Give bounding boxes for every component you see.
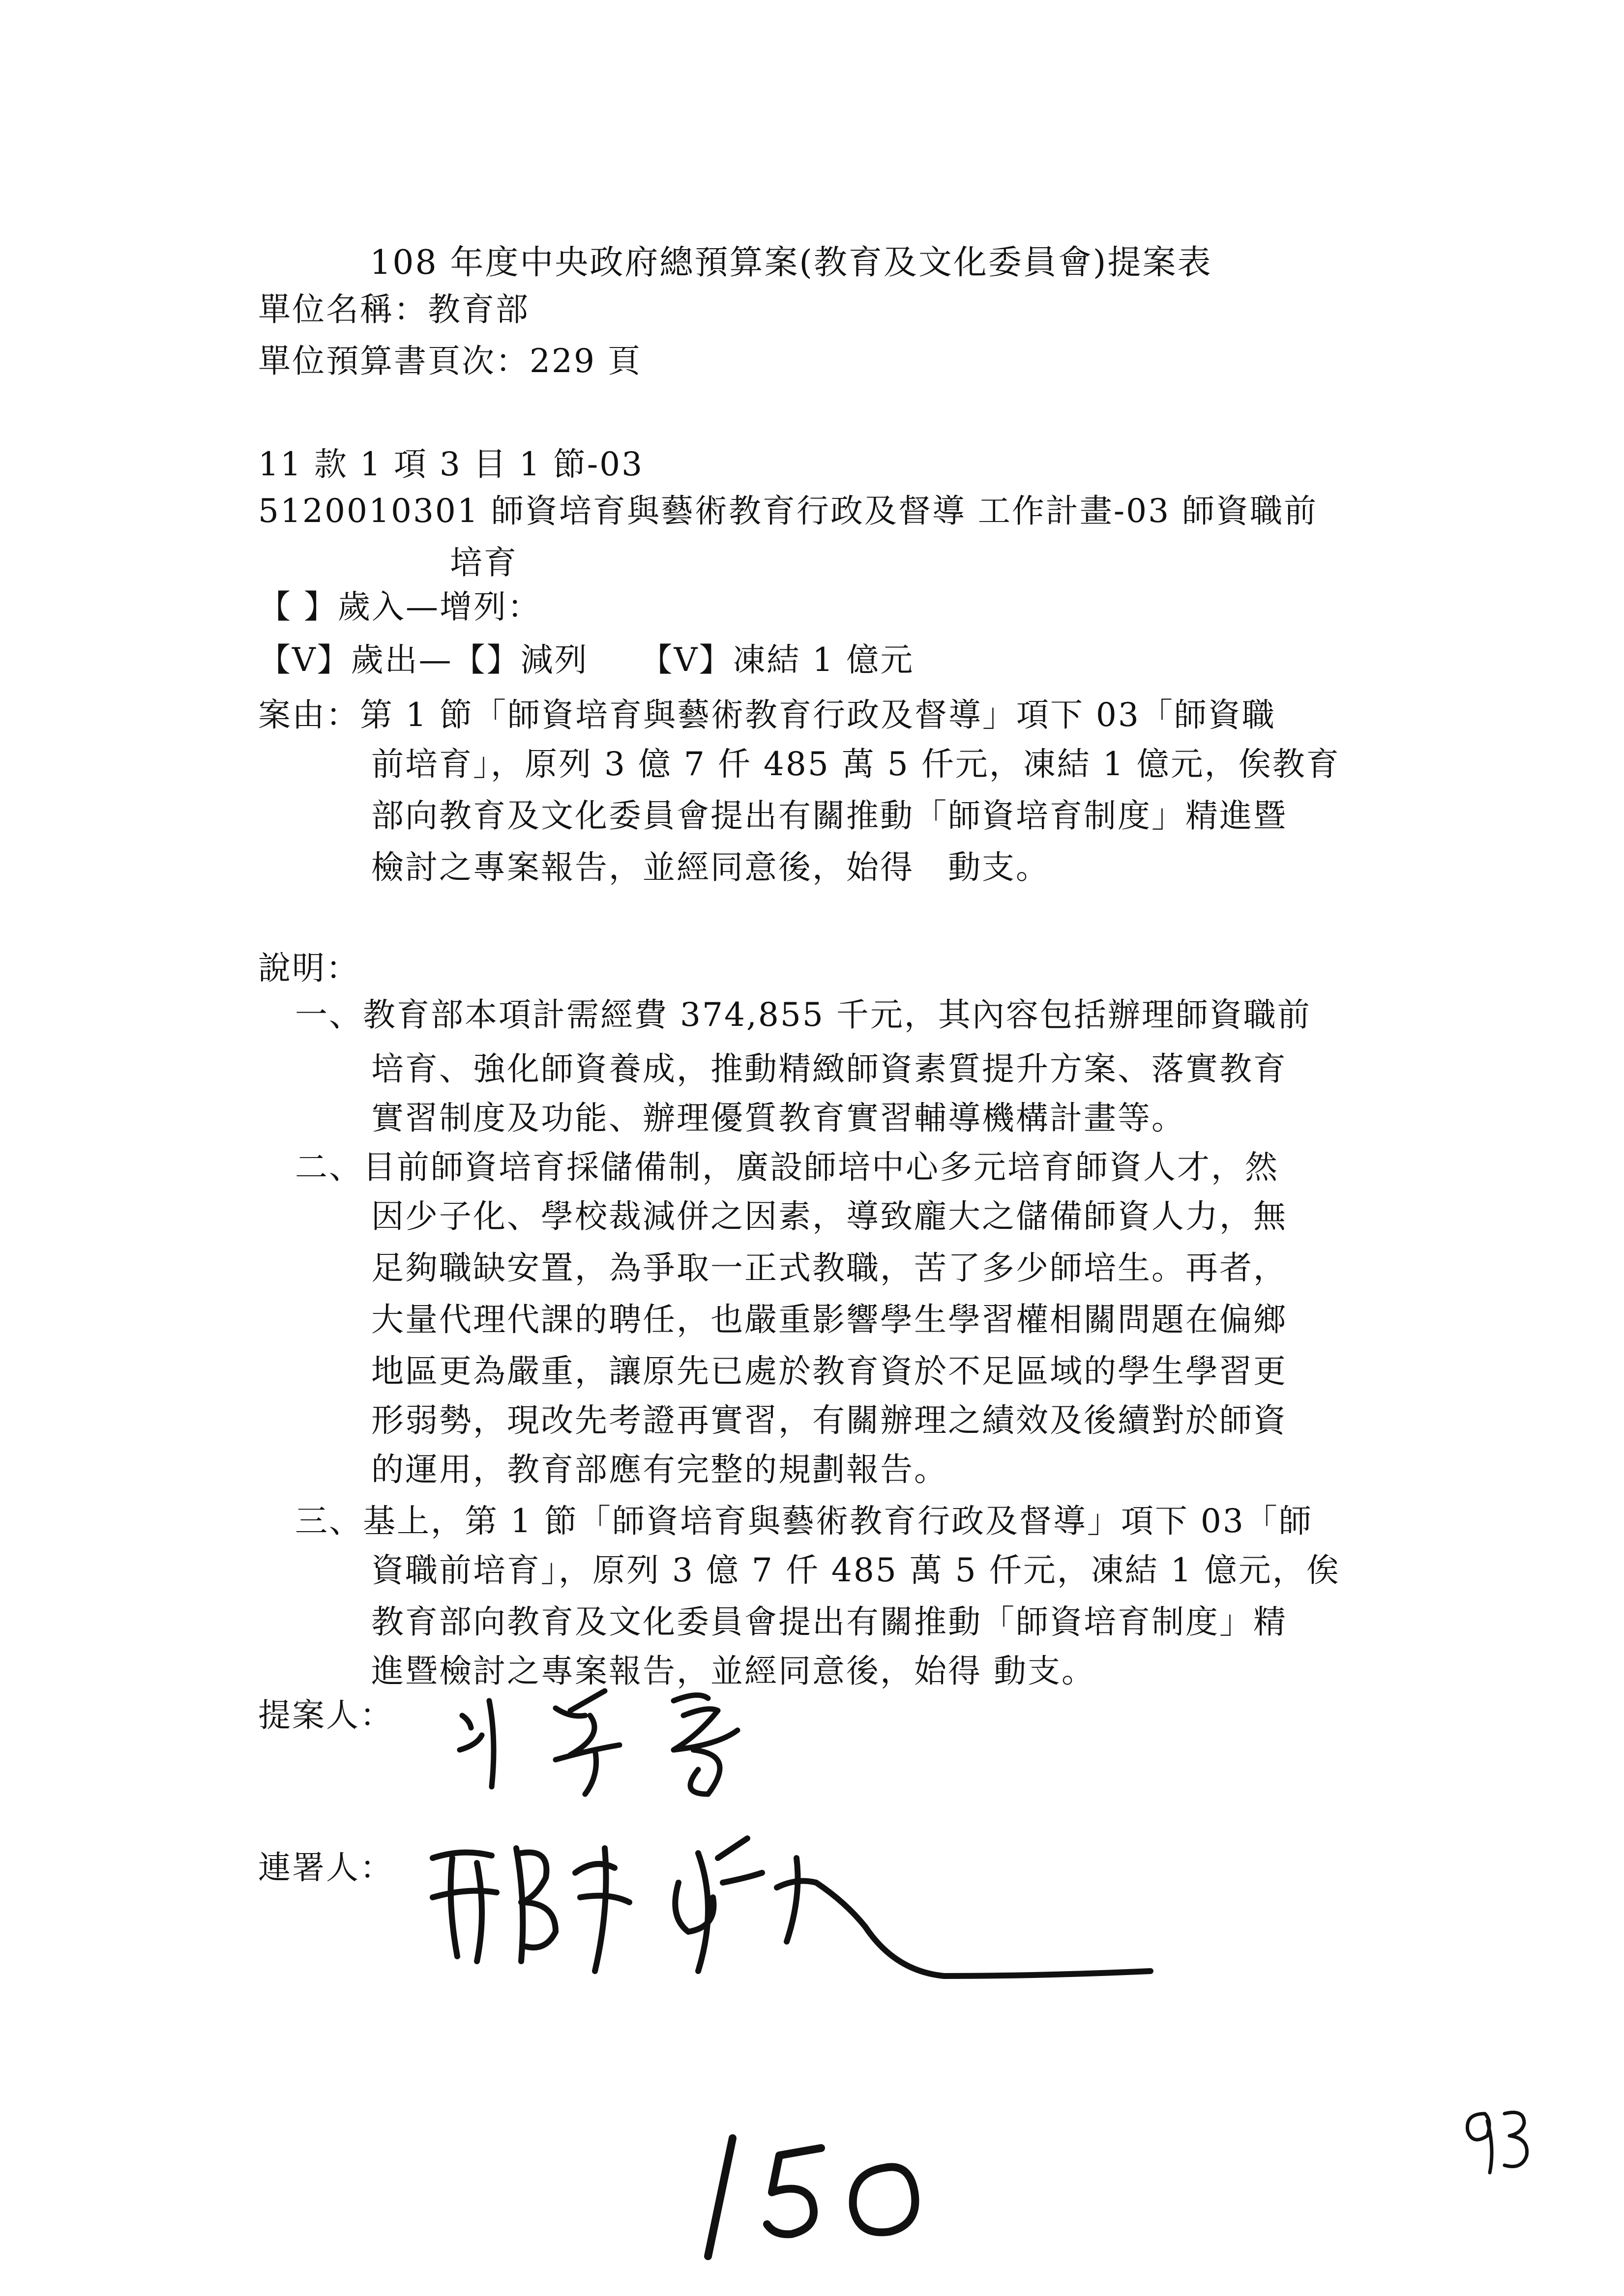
explanation-1-line: 實習制度及功能、辦理優質教育實習輔導機構計畫等。: [371, 1099, 1185, 1137]
proposer-signature: [443, 1681, 816, 1809]
document-title: 108 年度中央政府總預算案(教育及文化委員會)提案表: [370, 243, 1212, 282]
explanation-1-line: 一、教育部本項計需經費 374,855 千元，其內容包括辦理師資職前: [295, 996, 1311, 1034]
budget-item-code: 11 款 1 項 3 目 1 節-03: [258, 445, 644, 483]
explanation-3-line: 資職前培育」，原列 3 億 7 仟 485 萬 5 仟元，凍結 1 億元，俟: [371, 1551, 1340, 1589]
explanation-3-line: 進暨檢討之專案報告，並經同意後，始得 動支。: [371, 1652, 1095, 1690]
reason-line: 檢討之專案報告，並經同意後，始得 動支。: [371, 848, 1050, 886]
proposer-label: 提案人：: [258, 1696, 394, 1734]
explanation-3-line: 三、基上，第 1 節「師資培育與藝術教育行政及督導」項下 03「師: [295, 1502, 1313, 1540]
work-plan-line-1: 5120010301 師資培育與藝術教育行政及督導 工作計畫-03 師資職前: [258, 492, 1318, 530]
handwritten-page-number: [674, 2109, 949, 2266]
reason-line: 案由：第 1 節「師資培育與藝術教育行政及督導」項下 03「師資職: [258, 696, 1276, 734]
explanation-2-line: 足夠職缺安置，為爭取一正式教職，苦了多少師培生。再者，: [371, 1249, 1287, 1287]
corner-number: [1455, 2099, 1544, 2182]
explanation-2-line: 二、目前師資培育採儲備制，廣設師培中心多元培育師資人才，然: [295, 1148, 1279, 1186]
unit-budget-page: 單位預算書頁次：229 頁: [258, 342, 642, 380]
reason-line: 部向教育及文化委員會提出有關推動「師資培育制度」精進暨: [371, 797, 1287, 835]
explanation-2-line: 因少子化、學校裁減併之因素，導致龐大之儲備師資人力，無: [371, 1197, 1287, 1235]
explanation-2-line: 形弱勢，現改先考證再實習，有關辦理之績效及後續對於師資: [371, 1401, 1287, 1439]
explanation-2-line: 的運用，教育部應有完整的規劃報告。: [371, 1451, 948, 1488]
cosigner-label: 連署人：: [258, 1849, 394, 1887]
cosigner-signature: [423, 1829, 1160, 2005]
explanation-2-line: 地區更為嚴重，讓原先已處於教育資於不足區域的學生學習更: [371, 1352, 1287, 1390]
explanation-2-line: 大量代理代課的聘任，也嚴重影響學生學習權相關問題在偏鄉: [371, 1301, 1287, 1338]
reason-line: 前培育」，原列 3 億 7 仟 485 萬 5 仟元，凍結 1 億元，俟教育: [371, 745, 1340, 783]
revenue-line: 【 】歲入—增列：: [258, 588, 541, 626]
explanation-1-line: 培育、強化師資養成，推動精緻師資素質提升方案、落實教育: [371, 1050, 1287, 1088]
explanation-3-line: 教育部向教育及文化委員會提出有關推動「師資培育制度」精: [371, 1603, 1287, 1641]
unit-name: 單位名稱：教育部: [258, 291, 530, 328]
work-plan-line-2: 培育: [450, 544, 518, 581]
expenditure-line: 【V】歲出—【】減列 【V】凍結 1 億元: [258, 641, 915, 679]
explanation-label: 說明：: [258, 949, 360, 987]
